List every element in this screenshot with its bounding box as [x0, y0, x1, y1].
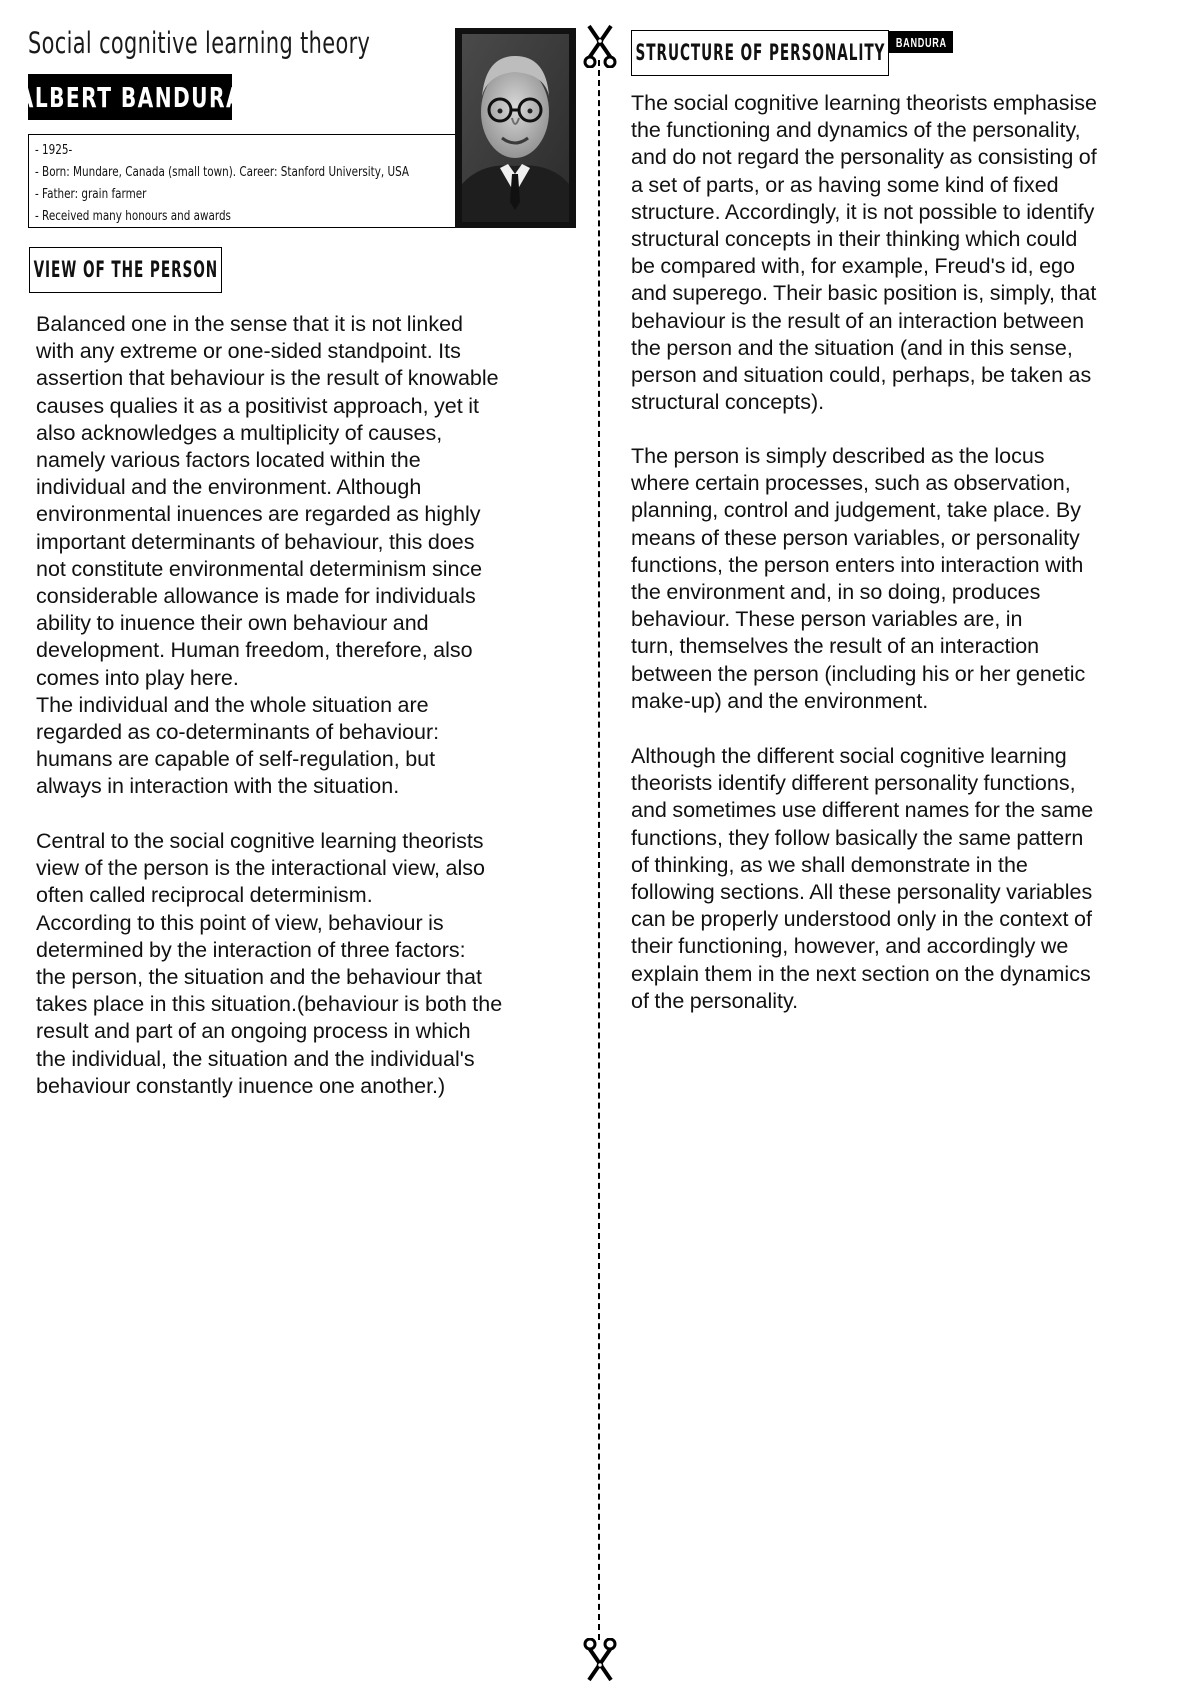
- left-paragraph-1: Balanced one in the sense that it is not linked with any extreme or one-sided standpoint. Its assertion that behaviour is the result of knowable causes qualies it as a positivist approach, yet it also acknowledges a multiplicity of causes, namely various factors located within the individual and the environment. Although environmental inuences are regarded as highly important determinants of behaviour, this does not constitute environmental determinism since considerable allowance is made for individuals ability to inuence their own behaviour and development. Human freedom, therefore, also comes into play here. The individual and the whole situation are regarded as co-determinants of behaviour: humans are capable of self-regulation, but always in interaction with the situation.: [36, 312, 499, 799]
- page-subtitle: Social cognitive learning theory: [28, 26, 371, 60]
- left-paragraph-2: Central to the social cognitive learning theorists view of the person is the interactional view, also often called reciprocal determinism. According to this point of view, behaviour is determined by the interaction of three factors: the person, the situation and the behaviour that takes place in this situation.(behaviour is both the result and part of an ongoing process in which the individual, the situation and the individual's behaviour constantly inuence one another.): [36, 829, 503, 1098]
- scissors-icon: [583, 1638, 617, 1682]
- portrait-photo: [455, 28, 576, 228]
- cut-line: [598, 60, 600, 1640]
- right-paragraph-1: The social cognitive learning theorists emphasise the functioning and dynamics of the personality, and do not regard the personality as consisting of a set of parts, or as having some kind of fixed structure. Accordingly, it is not possible to identify structural concepts in their thinking which could be compared with, for example, Freud's id, ego and superego. Their basic position is, simply, that behaviour is the result of an interaction between the person and the situation (and in this sense, person and situation could, perhaps, be taken as structural concepts).: [631, 91, 1097, 415]
- right-paragraph-2: The person is simply described as the locus where certain processes, such as observation, planning, control and judgement, take place. By means of these person variables, or personality functions, the person enters into interaction with the environment and, in so doing, produces behaviour. These person variables are, in turn, themselves the result of an interaction between the person (including his or her genetic make-up) and the environment.: [631, 444, 1086, 713]
- bio-line: - Born: Mundare, Canada (small town). Career: Stanford University, USA: [35, 165, 410, 180]
- portrait-illustration: [462, 34, 569, 222]
- author-tag-label: BANDURA: [895, 34, 947, 50]
- bio-box: [28, 134, 456, 228]
- author-tag: [889, 31, 953, 53]
- person-name: ALBERT BANDURA: [17, 80, 243, 114]
- section-heading-view-of-person: [29, 247, 222, 293]
- bio-line: - Received many honours and awards: [35, 209, 231, 224]
- bio-line: - 1925-: [35, 143, 73, 158]
- name-banner: [17, 74, 243, 120]
- section-heading-label: VIEW OF THE PERSON: [33, 257, 218, 283]
- scissors-icon: [583, 24, 617, 68]
- section-heading-structure-of-personality: [631, 30, 889, 76]
- bio-line: - Father: grain farmer: [35, 187, 147, 202]
- right-paragraph-3: Although the different social cognitive learning theorists identify different personality functions, and sometimes use different names for the same functions, they follow basically the same pattern of thinking, as we shall demonstrate in the following sections. All these personality variables can be properly understood only in the context of their functioning, however, and accordingly we explain them in the next section on the dynamics of the personality.: [631, 744, 1094, 1013]
- section-heading-label: STRUCTURE OF PERSONALITY: [635, 40, 885, 66]
